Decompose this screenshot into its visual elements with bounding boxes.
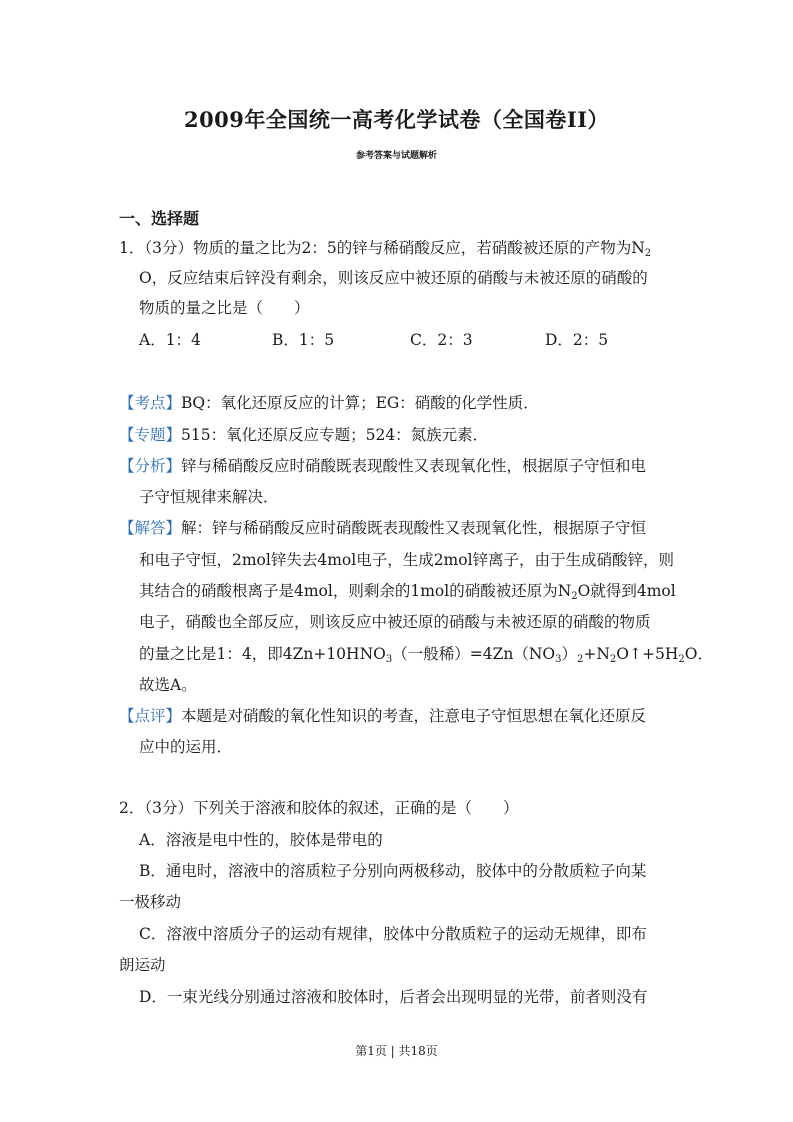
q1-jieda-line-5: 的量之比是1：4，即$4Zn+10HNO_3$（一般稀）$=4Zn(NO_3)_2+N_2O↑+5H_2O$．: [139, 645, 713, 665]
q1-stem-line-2: O，反应结束后锌没有剩余，则该反应中被还原的硝酸与未被还原的硝酸的: [139, 269, 648, 287]
page-subtitle: 参考答案与试题解析: [355, 151, 437, 161]
q1-option-d: D．2：5: [545, 331, 609, 349]
q1-fenxi-line-2: 子守恒规律来解决．: [139, 488, 279, 506]
q1-stem-line-1: 1．（3分）物质的量之比为2：5的锌与稀硝酸反应，若硝酸被还原的产物为$N_2$: [119, 239, 652, 259]
q1-jieda-line-4: 电子，硝酸也全部反应，则该反应中被还原的硝酸与未被还原的硝酸的物质: [139, 613, 651, 631]
jieda-tag: 【解答】: [119, 519, 182, 537]
q2-option-d-line-1: D．一束光线分别通过溶液和胶体时，后者会出现明显的光带，前者则没有: [139, 988, 648, 1006]
q2-option-b-line-1: B．通电时，溶液中的溶质粒子分别向两极移动，胶体中的分散质粒子向某: [139, 862, 647, 880]
q2-option-c-line-2: 朗运动: [119, 956, 166, 974]
q2-option-c-line-1: C．溶液中溶质分子的运动有规律，胶体中分散质粒子的运动无规律，即布: [139, 925, 647, 943]
page-title: 2009年全国统一高考化学试卷（全国卷II）: [183, 107, 610, 132]
zhuanti-tag: 【专题】: [119, 426, 182, 444]
q1-zhuanti: 【专题】515：氧化还原反应专题；524：氮族元素．: [119, 426, 489, 444]
q1-stem-line-3: 物质的量之比是（ ）: [139, 299, 310, 317]
q1-kaodian: 【考点】BQ：氧化还原反应的计算；EG：硝酸的化学性质．: [119, 394, 539, 412]
q1-jieda-line-6: 故选A。: [139, 676, 197, 694]
kaodian-tag: 【考点】: [119, 394, 182, 412]
section-heading: 一、选择题: [119, 209, 200, 228]
q1-jieda-line-1: 【解答】解：锌与稀硝酸反应时硝酸既表现酸性又表现氧化性，根据原子守恒: [119, 519, 647, 537]
q1-dianping-line-1: 【点评】本题是对硝酸的氧化性知识的考查，注意电子守恒思想在氧化还原反: [119, 707, 647, 725]
fenxi-tag: 【分析】: [119, 457, 182, 475]
q2-stem: 2．（3分）下列关于溶液和胶体的叙述，正确的是（ ）: [119, 799, 519, 817]
q1-jieda-line-2: 和电子守恒，2mol锌失去4mol电子，生成2mol锌离子，由于生成硝酸锌，则: [139, 551, 675, 569]
q1-option-a: A．1：4: [139, 331, 201, 349]
page-footer: 第1页 | 共18页: [355, 1044, 438, 1058]
q2-option-a: A．溶液是电中性的，胶体是带电的: [139, 831, 383, 849]
q1-fenxi-line-1: 【分析】锌与稀硝酸反应时硝酸既表现酸性又表现氧化性，根据原子守恒和电: [119, 457, 647, 475]
q1-option-c: C．2：3: [410, 331, 473, 349]
q1-jieda-line-3: 其结合的硝酸根离子是4mol，则剩余的1mol的硝酸被还原为$N_2O$就得到4mol: [139, 582, 676, 602]
q2-option-b-line-2: 一极移动: [119, 893, 182, 911]
q1-option-b: B．1：5: [272, 331, 335, 349]
q1-dianping-line-2: 应中的运用．: [139, 738, 233, 756]
dianping-tag: 【点评】: [119, 707, 182, 725]
